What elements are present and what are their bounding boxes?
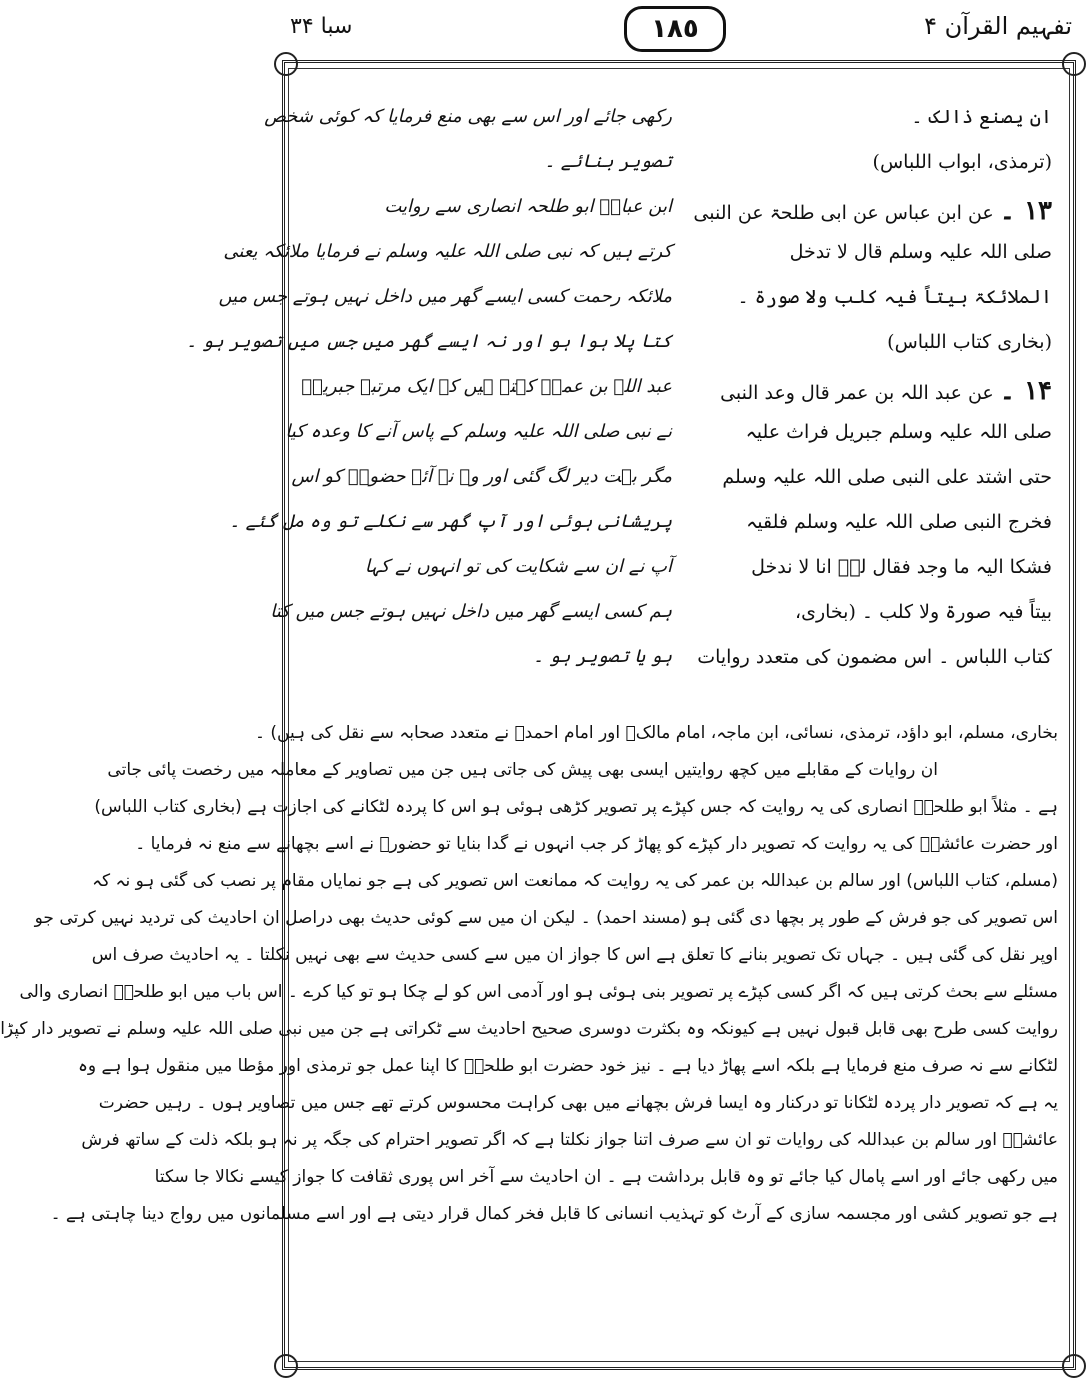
arabic-text: ۱۴ ۔عن عبد اللہ بن عمر قال وعد النبی — [720, 376, 1052, 406]
prose-line: لٹکانے سے نہ صرف منع فرمایا ہے بلکہ اسے پھاڑ دیا ہے ۔ نیز خود حضرت ابو طلحہؓ کا اپنا عمل جو ترمذی اور مؤطا میں منقول ہوا ہے وہ — [77, 1056, 1058, 1076]
hadith-row — [229, 505, 1052, 550]
prose-line: ہے ۔ مثلاً ابو طلحہؓ انصاری کی یہ روایت کہ جس کپڑے پر تصویر کڑھی ہوئی ہو اس کا پردہ لٹکانے کی اجازت ہے (بخاری کتاب اللباس) — [94, 797, 1058, 817]
prose-line: اور حضرت عائشہؓ کی یہ روایت کہ تصویر دار کپڑے کو پھاڑ کر جب انہوں نے گدا بنایا تو حضورؐ نے اسے بچھانے سے منع نہ فرمایا ۔ — [135, 834, 1058, 854]
hadith-row — [218, 280, 1052, 325]
hadith-row — [223, 235, 1052, 280]
hadith-row — [352, 190, 1052, 235]
hadith-row — [301, 370, 1052, 415]
arabic-text: ان یصنع ذالک ۔ — [911, 106, 1052, 128]
prose-line: اس تصویر کی جو فرش کے طور پر بچھا دی گئی ہو (مسند احمد) ۔ لیکن ان میں سے کوئی حدیث بھی دراصل ان احادیث کی تردید نہیں کرتی جو — [34, 908, 1058, 928]
urdu-translation: ہم کسی ایسے گھر میں داخل نہیں ہوتے جس میں کتا — [270, 601, 672, 622]
arabic-text: الملائکۃ بیتاً فیہ کلب ولا صورۃ ۔ — [737, 286, 1052, 308]
prose-line: عائشہؓ اور سالم بن عبداللہ کی روایات تو ان سے صرف اتنا جواز نکلتا ہے کہ اگر تصویر احترام کی جگہ پر نہ ہو بلکہ ذلت کے ساتھ فرش — [81, 1130, 1058, 1150]
arabic-text: فخرج النبی صلی اللہ علیہ وسلم فلقیہ — [746, 511, 1052, 533]
surah-label: سبا ۳۴ — [290, 14, 353, 39]
corner-ornament — [1062, 52, 1086, 76]
urdu-translation: کتا پلا ہوا ہو اور نہ ایسے گھر میں جس میں تصویر ہو ۔ — [186, 331, 672, 352]
hadith-row — [352, 145, 1052, 190]
urdu-translation: مگر بہت دیر لگ گئی اور وہ نہ آئے حضورؐ کو اس — [291, 466, 672, 487]
arabic-text: کتاب اللباس ۔ اس مضمون کی متعدد روایات — [697, 646, 1052, 668]
arabic-text: (بخاری کتاب اللباس) — [887, 331, 1052, 353]
prose-line: (مسلم، کتاب اللباس) اور سالم بن عبداللہ بن عمر کی یہ روایت کہ ممانعت اس تصویر کی ہے جو نمایاں مقام پر نصب کی گئی ہو نہ کہ — [92, 871, 1058, 891]
arabic-text: (ترمذی، ابواب اللباس) — [872, 151, 1052, 173]
hadith-number: ۱۴ ۔ — [999, 376, 1052, 406]
urdu-translation: تصویر بنائے ۔ — [544, 151, 672, 172]
urdu-translation: کرتے ہیں کہ نبی صلی اللہ علیہ وسلم نے فرمایا ملائکہ یعنی — [223, 241, 672, 262]
hadith-row — [264, 100, 1052, 145]
hadith-row — [285, 415, 1052, 460]
urdu-translation: ہو یا تصویر ہو ۔ — [533, 646, 672, 667]
prose-line: مسئلے سے بحث کرتی ہیں کہ اگر کسی کپڑے پر تصویر بنی ہوئی ہو اور آدمی اس کو لے چکا ہو تو کیا کرے ۔ اس باب میں ابو طلحہؓ انصاری والی — [19, 982, 1058, 1002]
prose-line: روایت کسی طرح بھی قابل قبول نہیں ہے کیونکہ وہ بکثرت دوسری صحیح احادیث سے ٹکراتی ہے جن میں نبی صلی اللہ علیہ وسلم نے تصویر دار کپڑا — [0, 1019, 1058, 1039]
prose-line: بخاری، مسلم، ابو داؤد، ترمذی، نسائی، ابن ماجہ، امام مالکؒ اور امام احمدؒ نے متعدد صحابہ سے نقل کی ہیں) ۔ — [255, 723, 1058, 743]
arabic-text: حتی اشتد علی النبی صلی اللہ علیہ وسلم — [722, 466, 1052, 488]
prose-line: میں رکھی جائے اور اسے پامال کیا جائے تو وہ قابل برداشت ہے ۔ ان احادیث سے آخر اس پوری ثقافت کا جواز کیسے نکالا جا سکتا — [154, 1167, 1058, 1187]
hadith-row — [352, 640, 1052, 685]
arabic-text: ۱۳ ۔عن ابن عباس عن ابی طلحۃ عن النبی — [693, 196, 1052, 226]
corner-ornament — [1062, 1354, 1086, 1378]
urdu-translation: ملائکہ رحمت کسی ایسے گھر میں داخل نہیں ہوتے جس میں — [218, 286, 672, 307]
arabic-text: فشکا الیہ ما وجد فقال لہٗ انا لا ندخل — [751, 556, 1052, 578]
page-number: ١٨٥ — [624, 6, 726, 52]
urdu-translation: پریشانی ہوئی اور آپ گھر سے نکلے تو وہ مل گئے ۔ — [229, 511, 672, 532]
hadith-row — [352, 550, 1052, 595]
hadith-row — [186, 325, 1052, 370]
hadith-row — [291, 460, 1052, 505]
corner-ornament — [274, 52, 298, 76]
hadith-two-column — [186, 100, 1052, 685]
urdu-translation: رکھی جائے اور اس سے بھی منع فرمایا کہ کوئی شخص — [264, 106, 672, 127]
prose-line: یہ ہے کہ تصویر دار پردہ لٹکانا تو درکنار وہ ایسا فرش بچھانے میں بھی کراہت محسوس کرتے تھے جس میں تصاویر ہوں ۔ رہیں حضرت — [98, 1093, 1058, 1113]
prose-line: اوپر نقل کی گئی ہیں ۔ جہاں تک تصویر بنانے کا تعلق ہے اس کا جواز ان میں سے کسی حدیث سے بھی نہیں نکلتا ۔ یہ احادیث صرف اس — [91, 945, 1058, 965]
prose-line: ان روایات کے مقابلے میں کچھ روایتیں ایسی بھی پیش کی جاتی ہیں جن میں تصاویر کے معاملہ میں رخصت پائی جاتی — [107, 760, 938, 780]
urdu-translation: نے نبی صلی اللہ علیہ وسلم کے پاس آنے کا وعدہ کیا — [285, 421, 672, 442]
urdu-translation: عبد اللہ بن عمرؓ کہتے ہیں کہ ایک مرتبہ جبریلؑ — [301, 376, 672, 397]
urdu-translation: ابن عباسؓ ابو طلحہ انصاری سے روایت — [384, 196, 672, 217]
hadith-row — [270, 595, 1052, 640]
prose-line: ہے جو تصویر کشی اور مجسمہ سازی کے آرٹ کو تہذیب انسانی کا قابل فخر کمال قرار دیتی ہے اور اسے مسلمانوں میں رواج دینا چاہتی ہے ۔ — [50, 1204, 1058, 1224]
arabic-text: صلی اللہ علیہ وسلم قال لا تدخل — [789, 241, 1052, 263]
commentary-prose — [0, 715, 1058, 1233]
page-header — [272, 0, 1088, 58]
arabic-text: بیتاً فیہ صورۃ ولا کلب ۔ (بخاری، — [794, 601, 1052, 623]
book-title: تفہیم القرآن ۴ — [924, 12, 1072, 40]
hadith-number: ۱۳ ۔ — [999, 196, 1052, 226]
arabic-text: صلی اللہ علیہ وسلم جبریل فراث علیہ — [745, 421, 1052, 443]
urdu-translation: آپ نے ان سے شکایت کی تو انہوں نے کہا — [364, 556, 672, 577]
corner-ornament — [274, 1354, 298, 1378]
